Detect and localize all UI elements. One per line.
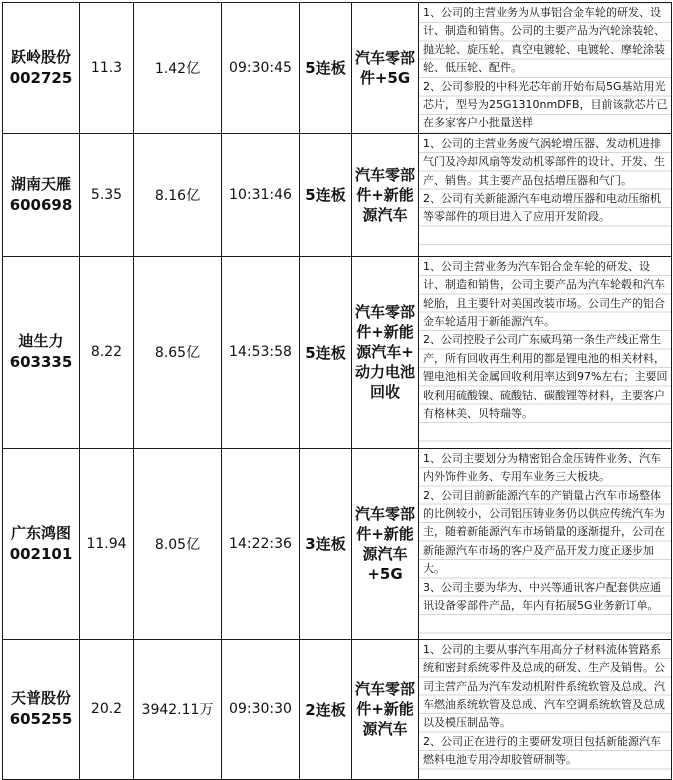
sector-line: 汽车零部 bbox=[354, 680, 415, 699]
stock-code: 603335 bbox=[9, 353, 73, 372]
stock-code: 002101 bbox=[9, 544, 73, 563]
limit-up-time-cell: 10:31:46 bbox=[222, 133, 300, 256]
stock-name: 湖南天雁 bbox=[10, 174, 71, 193]
stock-name-cell bbox=[3, 448, 80, 639]
sector-cell bbox=[352, 639, 419, 779]
sector-line: 件+新能 bbox=[356, 323, 414, 342]
streak-badge: 5连板 bbox=[300, 133, 352, 256]
streak-badge: 3连板 bbox=[300, 448, 352, 639]
stock-name-cell bbox=[3, 133, 80, 256]
price-cell: 20.2 bbox=[80, 639, 134, 779]
description-cell bbox=[419, 256, 672, 448]
table-row bbox=[3, 3, 672, 134]
description-paragraph: 1、公司的主营业务废气涡轮增压器、发动机进排气门及冷却风扇等发动机零部件的设计、开发、生产、销售。其主要产品包括增压器和气门。 bbox=[423, 136, 665, 187]
description-cell bbox=[419, 3, 672, 134]
market-cap-cell: 8.05亿 bbox=[134, 448, 222, 639]
stock-name: 广东鸿图 bbox=[10, 523, 71, 542]
sector-cell bbox=[352, 3, 419, 134]
stock-code: 600698 bbox=[9, 195, 73, 214]
sector-line: 汽车零部 bbox=[354, 165, 415, 184]
limit-up-time-cell: 09:30:45 bbox=[222, 3, 300, 134]
description-paragraph: 3、公司主要为华为、中兴等通讯客户配套供应通讯设备零部件产品，年内有拓展5G业务新订单。 bbox=[423, 580, 661, 613]
price-cell: 5.35 bbox=[80, 133, 134, 256]
sector-line: 件+新能 bbox=[356, 700, 414, 719]
sector-cell bbox=[352, 256, 419, 448]
sector-line: 汽车零部 bbox=[354, 303, 415, 322]
sector-line: 源汽车+ bbox=[356, 343, 414, 362]
price-cell: 8.22 bbox=[80, 256, 134, 448]
market-cap-cell: 3942.11万 bbox=[134, 639, 222, 779]
sector-line: 回收 bbox=[369, 383, 400, 402]
sector-line: 件+5G bbox=[359, 68, 411, 87]
description-paragraph: 1、公司的主营业务为从事铝合金车轮的研发、设计、制造和销售。公司的主要产品为汽轮涂装轮、抛光轮、旋压轮、真空电镀轮、电镀轮、摩轮涂装轮、低压轮、配件。 bbox=[423, 6, 665, 75]
description-paragraph: 2、公司控股子公司广东威玛第一条生产线正常生产，所有回收再生利用的都是锂电池的相关材料，锂电池相关金属回收利用率达到97%左右；主要回收利用硫酸镍、硫酸钴、碳酸锂等材料，主要客户有格林美、贝特瑞等。 bbox=[423, 333, 668, 421]
table-row bbox=[3, 639, 672, 779]
price-cell: 11.94 bbox=[80, 448, 134, 639]
limit-up-time-cell: 14:22:36 bbox=[222, 448, 300, 639]
sector-line: 汽车零部 bbox=[354, 504, 415, 523]
stock-name-cell bbox=[3, 639, 80, 779]
sector-cell bbox=[352, 448, 419, 639]
sector-line: 件+新能 bbox=[356, 185, 414, 204]
limit-up-time-cell: 14:53:58 bbox=[222, 256, 300, 448]
limit-up-time-cell: 09:30:30 bbox=[222, 639, 300, 779]
limit-up-stocks-table bbox=[2, 2, 672, 780]
sector-line: +5G bbox=[367, 564, 403, 583]
description-paragraph: 2、公司有关新能源汽车电动增压器和电动压缩机等零部件的项目进入了应用开发阶段。 bbox=[423, 192, 661, 224]
stock-name-cell bbox=[3, 256, 80, 448]
market-cap-cell: 8.16亿 bbox=[134, 133, 222, 256]
sector-line: 源汽车 bbox=[362, 205, 408, 224]
stock-name: 迪生力 bbox=[18, 332, 64, 351]
streak-badge: 5连板 bbox=[300, 256, 352, 448]
description-paragraph: 1、公司的主要从事汽车用高分子材料流体管路系统和密封系统零件及总成的研发、生产及销售。公司主营产品为汽车发动机附件系统软管及总成、汽车燃油系统软管及总成、汽车空调系统软管及总成以及模压制品等。 bbox=[423, 642, 665, 730]
market-cap-cell: 1.42亿 bbox=[134, 3, 222, 134]
sector-line: 源汽车 bbox=[362, 720, 408, 739]
table-row bbox=[3, 256, 672, 448]
stock-name: 跃岭股份 bbox=[10, 47, 71, 66]
description-paragraph: 2、公司正在进行的主要研发项目包括新能源汽车燃料电池专用冷却胶管研制等。 bbox=[423, 734, 661, 767]
description-paragraph: 2、公司参股的中科光芯年前开始布局5G基站用光芯片，型号为25G1310nmDFB，目前该款芯片已在多家客户小批量送样 bbox=[423, 79, 668, 130]
sector-cell bbox=[352, 133, 419, 256]
price-cell: 11.3 bbox=[80, 3, 134, 134]
sector-line: 源汽车 bbox=[362, 544, 408, 563]
stock-code: 002725 bbox=[9, 68, 73, 87]
sector-line: 汽车零部 bbox=[354, 48, 415, 67]
table-row bbox=[3, 448, 672, 639]
table-row bbox=[3, 133, 672, 256]
description-cell bbox=[419, 639, 672, 779]
market-cap-cell: 8.65亿 bbox=[134, 256, 222, 448]
description-cell bbox=[419, 133, 672, 256]
sector-line: 件+新能 bbox=[356, 524, 414, 543]
stock-name-cell bbox=[3, 3, 80, 134]
sector-line: 动力电池 bbox=[354, 363, 415, 382]
description-cell bbox=[419, 448, 672, 639]
stock-name: 天普股份 bbox=[10, 689, 71, 708]
streak-badge: 2连板 bbox=[300, 639, 352, 779]
description-paragraph: 1、公司主要划分为精密铝合金压铸件业务、汽车内外饰件业务、专用车业务三大板块。 bbox=[423, 451, 661, 484]
description-paragraph: 2、公司目前新能源汽车的产销量占汽车市场整体的比例较小，公司铝压铸业务仍以供应传统汽车为主，随着新能源汽车市场销量的逐渐提升，公司在新能源汽车市场的客户及产品开发力度正逐步加大。 bbox=[423, 488, 665, 576]
description-paragraph: 1、公司主营业务为汽车铝合金车轮的研发、设计、制造和销售，公司主要产品为汽车轮毂和汽车轮胎，且主要针对美国改装市场。公司生产的铝合金车轮适用于新能源汽车。 bbox=[423, 259, 665, 329]
stock-code: 605255 bbox=[9, 710, 73, 729]
streak-badge: 5连板 bbox=[300, 3, 352, 134]
